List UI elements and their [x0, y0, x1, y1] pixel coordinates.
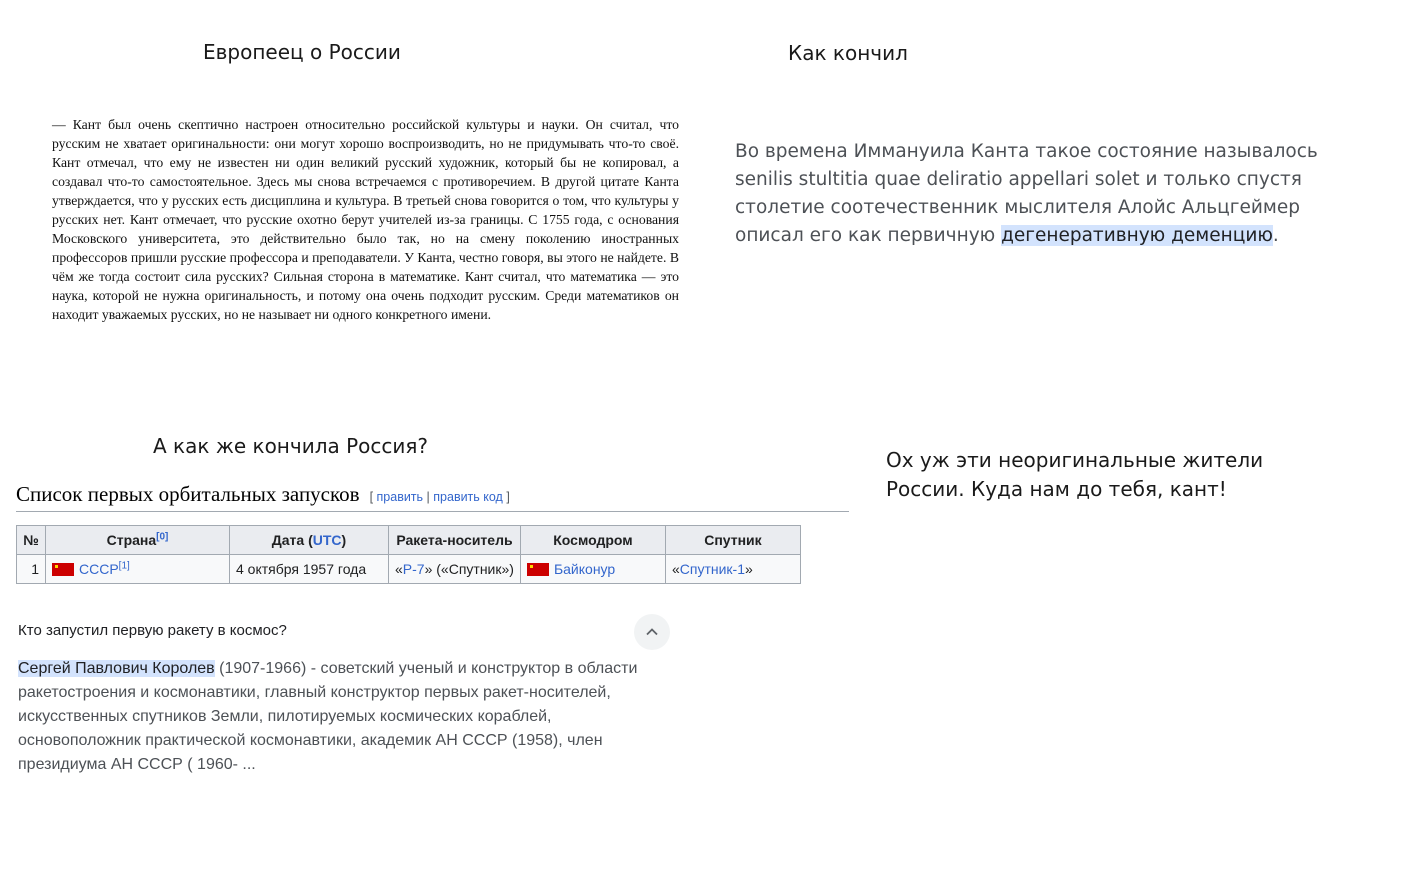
edit-bracket-close: ]: [502, 490, 510, 504]
launches-table: [16, 525, 801, 584]
ussr-link[interactable]: СССР: [79, 561, 119, 577]
edit-bracket-open: [: [369, 490, 377, 504]
cell-satellite: [665, 555, 800, 584]
wiki-heading: [16, 482, 849, 512]
caption-how-ended: Как кончил: [788, 41, 908, 65]
faq-question[interactable]: Кто запустил первую ракету в космос?: [18, 622, 287, 639]
col-satellite: Спутник: [665, 526, 800, 555]
baikonur-link[interactable]: Байконур: [553, 561, 616, 577]
table-row: [17, 555, 801, 584]
edit-code-link[interactable]: править код: [433, 490, 503, 504]
snippet-highlight: дегенеративную деменцию: [1001, 225, 1273, 246]
col-num: №: [17, 526, 46, 555]
sat-quote-close: »: [744, 561, 753, 577]
utc-link[interactable]: UTC: [312, 532, 342, 548]
snippet-end: .: [1272, 225, 1279, 246]
kazakh-ussr-flag-icon: [527, 563, 549, 576]
cell-num: 1: [17, 555, 46, 584]
cell-cosmodrome: [520, 555, 665, 584]
snippet-text: Во времена Иммануила Канта такое состояние называлось senilis stultitia quae deliratio appellari solet и только спустя столетие соотечественник мыслителя Алойс Альцгеймер описал его как первичную: [735, 141, 1318, 246]
cell-rocket: [389, 555, 521, 584]
rocket-rest: » («Спутник»): [424, 561, 514, 577]
col-country: [46, 526, 230, 555]
faq-answer-highlight: Сергей Павлович Королев: [18, 660, 215, 677]
cell-country: [46, 555, 230, 584]
caption-how-russia-ended: А как же кончила Россия?: [153, 434, 429, 458]
faq-toggle-button[interactable]: [634, 614, 670, 650]
cell-date: 4 октября 1957 года: [230, 555, 389, 584]
caption-european-about-russia: Европеец о России: [203, 40, 401, 64]
wiki-edit-links: [370, 490, 510, 504]
faq-answer: [18, 657, 668, 777]
rocket-quote-open: «: [395, 561, 403, 577]
col-date: [230, 526, 389, 555]
col-date-label: Дата (: [271, 532, 313, 548]
r7-link[interactable]: Р-7: [402, 561, 425, 577]
faq-answer-text: (1907-1966) - советский ученый и конструктор в области ракетостроения и космонавтики, главный конструктор первых ракет-носителей, искусственных спутников Земли, пилотируемых космических кораблей, основоположник практической космонавтики, академик АН СССР (1958), член президиума АН СССР ( 1960- ...: [18, 660, 638, 773]
edit-separator: |: [423, 490, 434, 504]
sat-quote-open: «: [671, 561, 680, 577]
wiki-heading-title: Список первых орбитальных запусков: [16, 482, 360, 506]
kant-dementia-snippet: [735, 138, 1365, 250]
ussr-ref-link[interactable]: [1]: [118, 560, 130, 572]
table-header-row: [17, 526, 801, 555]
col-date-suffix: ): [341, 532, 347, 548]
country-ref-link[interactable]: [0]: [156, 531, 169, 543]
edit-link[interactable]: править: [376, 490, 424, 504]
ussr-flag-icon: [52, 563, 74, 576]
caption-unoriginal-russians: Ох уж эти неоригинальные жители России. Куда нам до тебя, кант!: [886, 448, 1264, 501]
kant-quote-paragraph: — Кант был очень скептично настроен относительно российской культуры и науки. Он считал, что русским не хватает оригинальности: они могут хорошо воспроизводить, но не придумывать что-то своё. Кант отмечал, что ему не известен ни один великий русский художник, который бы не копировал, а создавал что-то самостоятельное. Здесь мы снова встречаемся с противоречием. В другой цитате Канта утверждается, что у русских есть дисциплина и культура. В третьей снова говорится о том, что культуры у русских нет. Кант отмечает, что русские охотно берут учителей из-за границы. С 1755 года, с основания Московского университета, это действительно было так, но на смену поколению иностранных профессоров пришли русские профессора и преподаватели. У Канта, честно говоря, вы этого не найдете. В чём же тогда состоит сила русских? Сильная сторона в математике. Кант считал, что математика — это наука, которой не нужна оригинальность, и потому она очень подходит русским. Среди математиков он находит уважаемых русских, но не называет ни одного конкретного имени.: [52, 117, 679, 322]
chevron-up-icon: [645, 625, 659, 639]
col-cosmodrome: Космодром: [520, 526, 665, 555]
sputnik1-link[interactable]: Спутник-1: [679, 561, 745, 577]
col-rocket: Ракета-носитель: [389, 526, 521, 555]
wiki-section: [16, 482, 849, 577]
col-country-label: Страна: [106, 532, 157, 548]
